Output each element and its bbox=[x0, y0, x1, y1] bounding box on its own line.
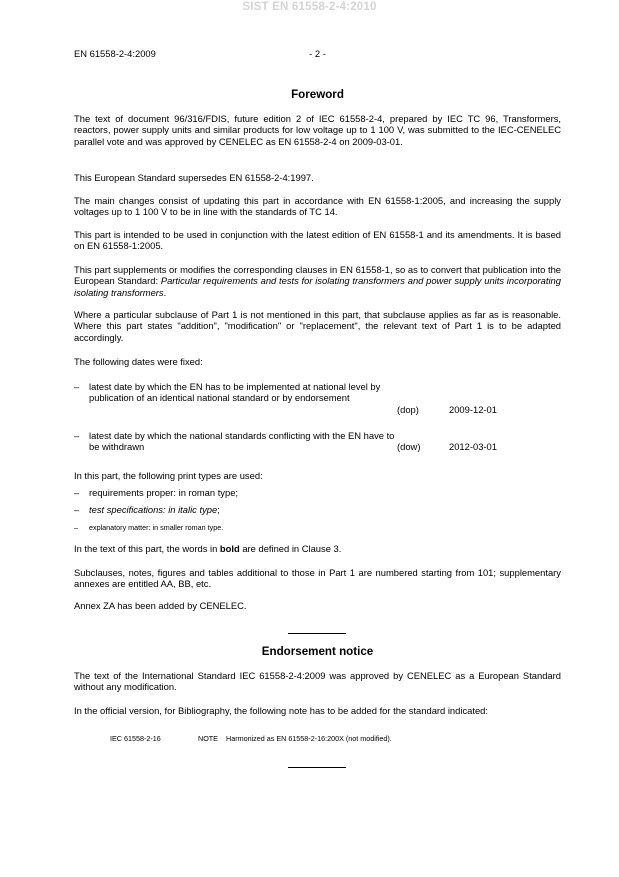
foreword-paragraph-5: This part supplements or modifies the corresponding clauses in EN 61558-1, so as to convert that publication into the European Standard: Particular requirements and tests for isolating transformers and power supply units incorporating isolating transformers. bbox=[74, 264, 561, 298]
endorsement-paragraph-1: The text of the International Standard IEC 61558-2-4:2009 was approved by CENELEC as a European Standard without any modification. bbox=[74, 670, 561, 693]
foreword-paragraph-4: This part is intended to be used in conjunction with the latest edition of EN 61558-1 and its amendments. It is based on EN 61558-1:2005. bbox=[74, 229, 561, 252]
header-doc-id: EN 61558-2-4:2009 bbox=[74, 48, 156, 59]
section-divider bbox=[288, 633, 346, 634]
endorsement-paragraph-2: In the official version, for Bibliography, the following note has to be added for the standard indicated: bbox=[74, 705, 488, 716]
foreword-title: Foreword bbox=[291, 88, 344, 101]
print-type-text: explanatory matter: in smaller roman type. bbox=[89, 523, 224, 532]
foreword-paragraph-8: In this part, the following print types are used: bbox=[74, 470, 263, 481]
foreword-paragraph-11: Annex ZA has been added by CENELEC. bbox=[74, 600, 247, 611]
date-value: 2009-12-01 bbox=[449, 404, 497, 415]
note-text: Harmonized as EN 61558-2-16:200X (not modified). bbox=[226, 734, 392, 743]
list-dash: – bbox=[74, 430, 80, 441]
header-page-number: - 2 - bbox=[309, 48, 326, 59]
note-standard: IEC 61558-2-16 bbox=[110, 734, 161, 743]
foreword-paragraph-9: In the text of this part, the words in bold are defined in Clause 3. bbox=[74, 543, 342, 554]
foreword-paragraph-7: The following dates were fixed: bbox=[74, 356, 203, 367]
endorsement-title: Endorsement notice bbox=[261, 645, 374, 658]
date-description: latest date by which the EN has to be implemented at national level by publication of an identical national standard or by endorsement bbox=[89, 381, 381, 404]
standard-title-italic: Particular requirements and tests for isolating transformers and power supply units incorporating isolating transformers bbox=[74, 275, 561, 298]
list-dash: – bbox=[74, 487, 80, 498]
print-type-text: test specifications: in italic type bbox=[89, 504, 218, 515]
foreword-paragraph-10: Subclauses, notes, figures and tables additional to those in Part 1 are numbered starting from 101; supplementary annexes are entitled AA, BB, etc. bbox=[74, 567, 561, 590]
watermark: SIST EN 61558-2-4:2010 bbox=[242, 1, 377, 13]
date-value: 2012-03-01 bbox=[449, 441, 497, 452]
date-code: (dop) bbox=[397, 404, 419, 415]
list-dash: – bbox=[74, 381, 80, 392]
foreword-paragraph-6: Where a particular subclause of Part 1 is not mentioned in this part, that subclause applies as far as is reasonable. Where this part states "addition", "modification" or "replacement", the relevant text of Part 1 is to be adapted accordingly. bbox=[74, 309, 561, 343]
foreword-paragraph-2: This European Standard supersedes EN 61558-2-4:1997. bbox=[74, 172, 314, 183]
date-description: latest date by which the national standards conflicting with the EN have to be withdrawn bbox=[89, 430, 395, 453]
date-code: (dow) bbox=[397, 441, 421, 452]
list-dash: – bbox=[74, 504, 80, 515]
foreword-paragraph-3: The main changes consist of updating this part in accordance with EN 61558-1:2005, and increasing the supply voltages up to 1 100 V to be in line with the standards of TC 14. bbox=[74, 195, 561, 218]
bold-word: bold bbox=[219, 543, 240, 554]
print-type-text: requirements proper: in roman type; bbox=[89, 487, 239, 498]
end-divider bbox=[288, 767, 346, 768]
list-dash: – bbox=[74, 523, 78, 532]
note-label: NOTE bbox=[198, 734, 218, 743]
foreword-paragraph-1: The text of document 96/316/FDIS, future edition 2 of IEC 61558-2-4, prepared by IEC TC 96, Transformers, reactors, power supply units and similar products for low voltage up to 1 100 V, was submitted to the IEC-CENELEC parallel vote and was approved by CENELEC as EN 61558-2-4 on 2009-03-01. bbox=[74, 113, 561, 147]
